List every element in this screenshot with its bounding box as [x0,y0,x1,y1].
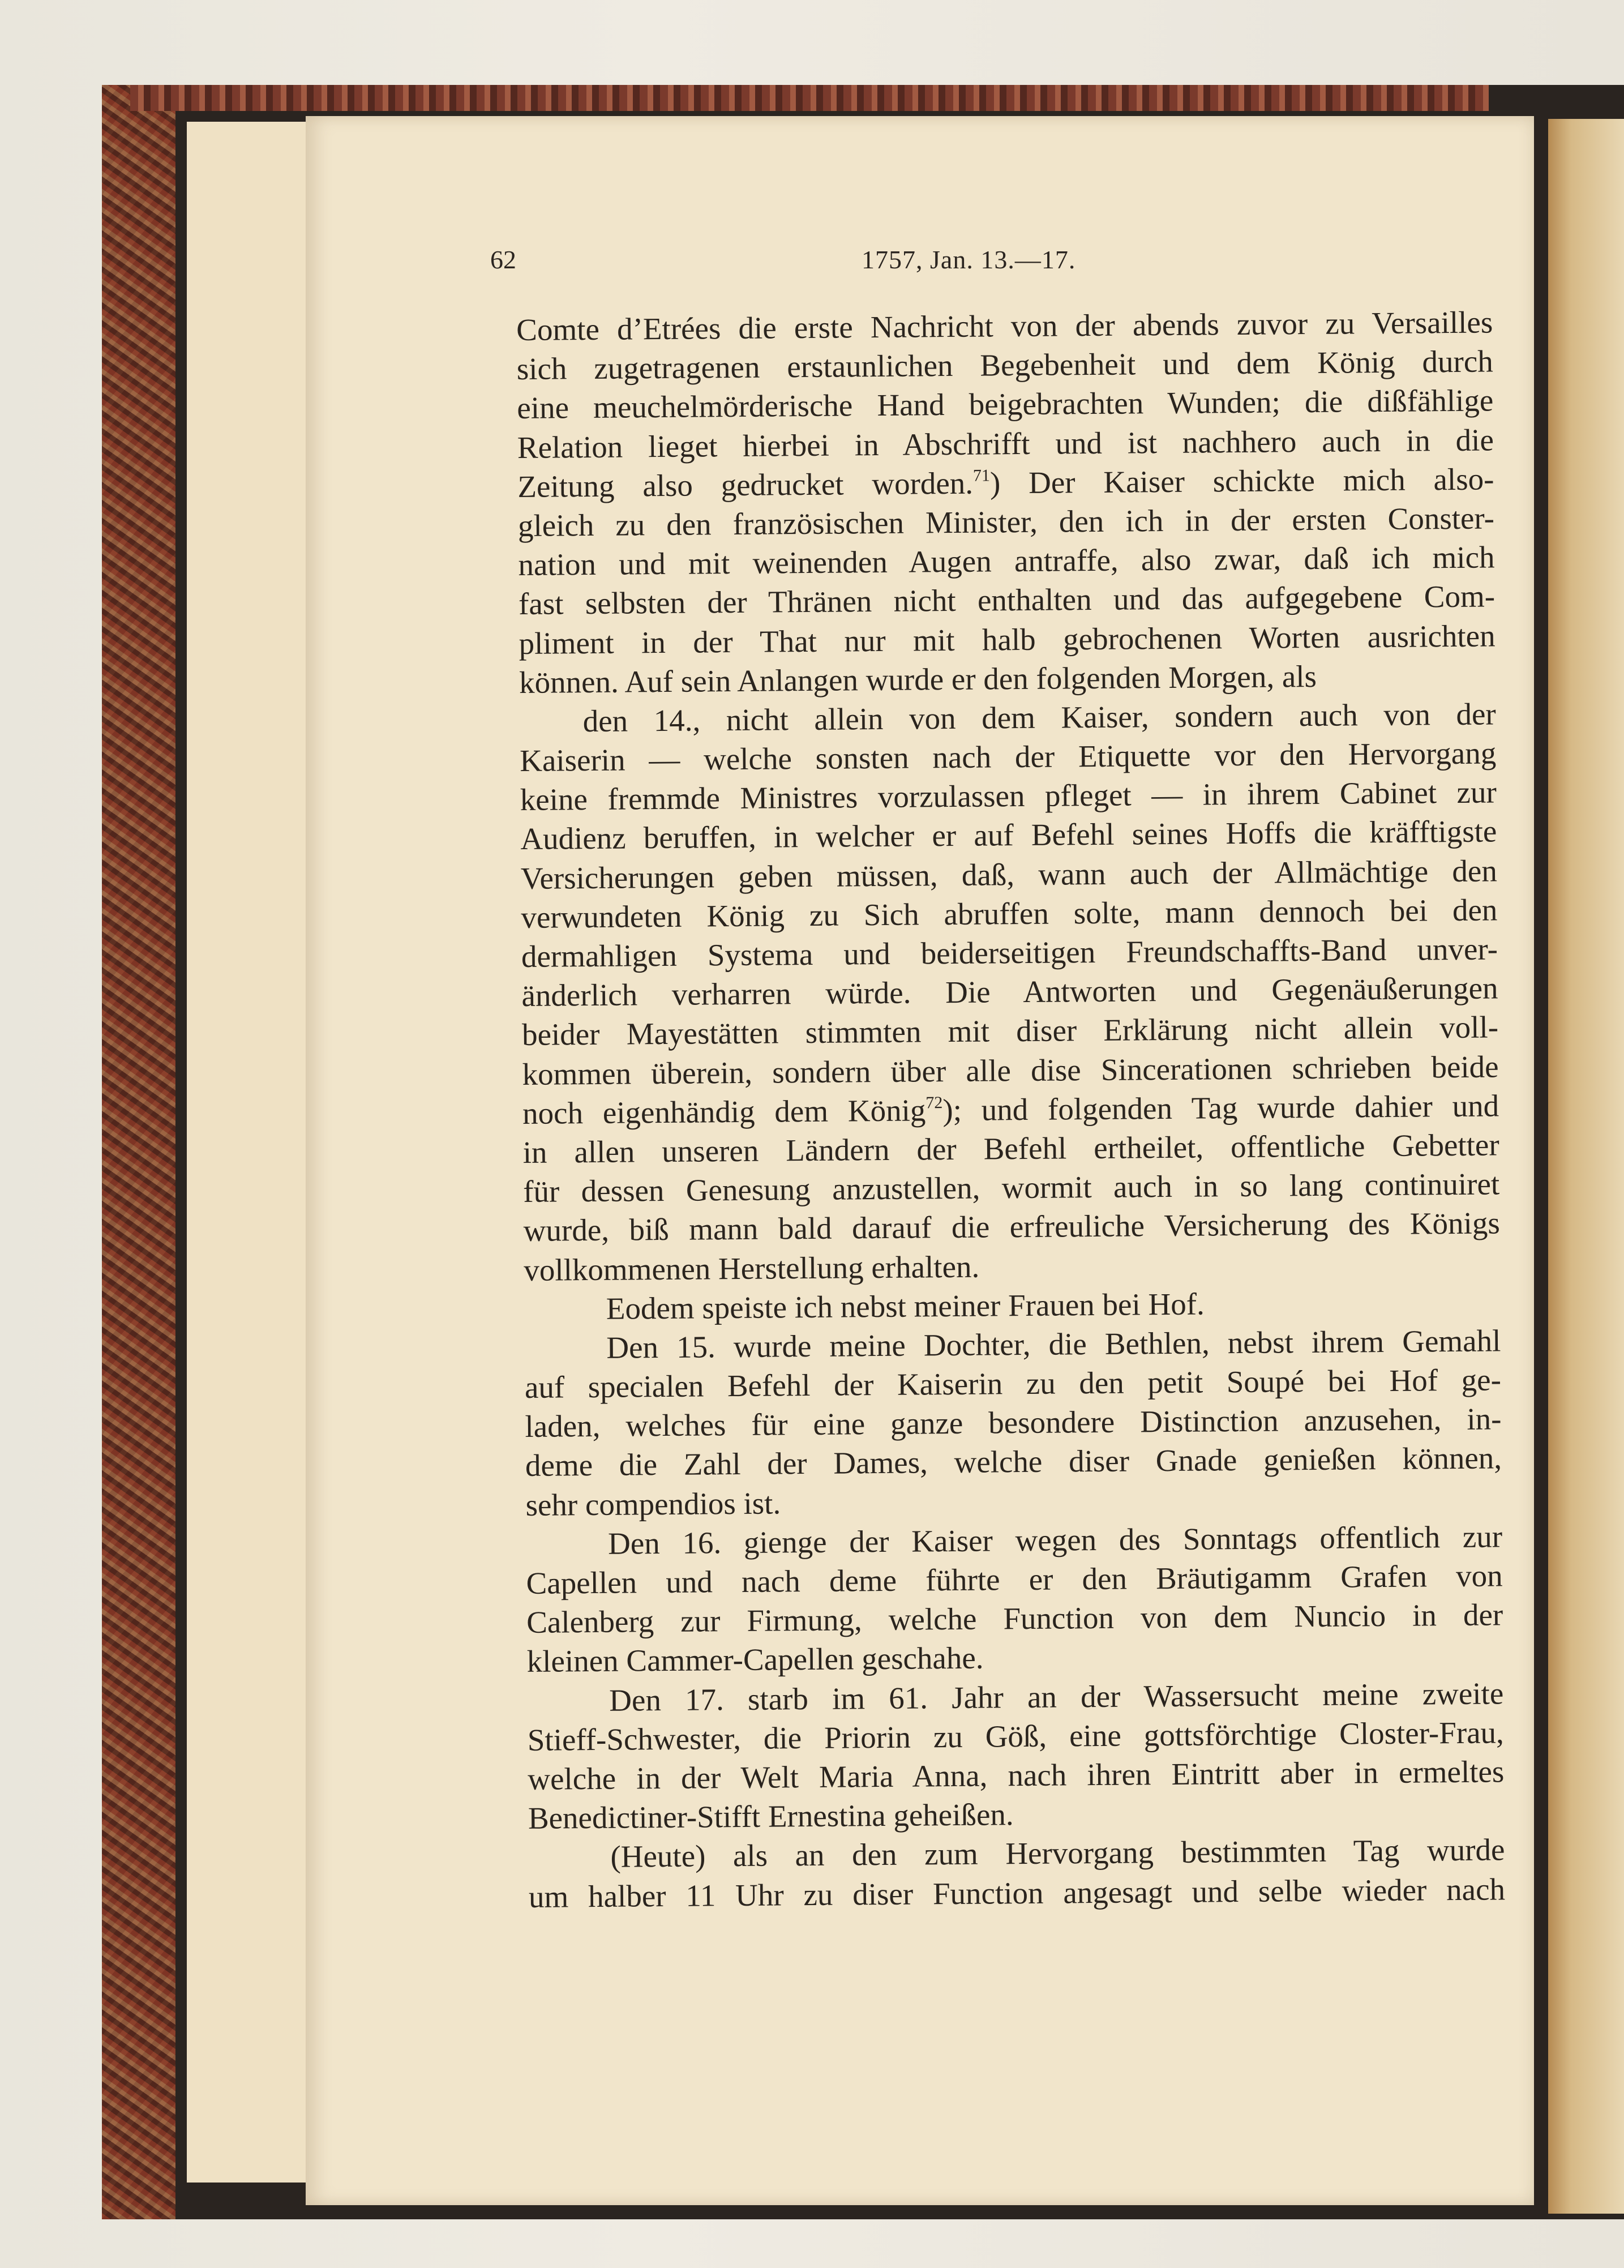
line-text: dermahligen Systema und beiderseitigen Freundschaffts-Band unver- [521,931,1498,974]
line-text: wurde, biß mann bald darauf die erfreuliche Versicherung des Königs [523,1205,1500,1248]
page-number: 62 [490,245,516,274]
line-text: Den 16. gienge der Kaiser wegen des Sonntags offentlich zur [607,1519,1503,1561]
marbled-top-edge [130,85,1489,111]
line-text: vollkommenen Herstellung erhalten. [524,1249,980,1287]
line-text: kleinen Cammer-Capellen geschahe. [526,1640,984,1679]
text-line [522,1008,1498,1055]
text-line [521,851,1497,898]
line-text: nation und mit weinenden Augen antraffe, also zwar, daß ich mich [518,540,1495,583]
text-line [517,381,1493,428]
page-header [490,245,1158,284]
facing-page-edge [1548,119,1624,2214]
marbled-book-edge [102,85,175,2219]
text-line [517,420,1494,467]
line-text: Stieff-Schwester, die Priorin zu Göß, eine gottsförchtige Closter-Frau, [527,1715,1505,1757]
line-text: Kaiserin — welche sonsten nach der Etiquette vor den Hervorgang [520,735,1497,778]
footnote-marker: 71 [972,466,991,485]
line-text: auf specialen Befehl der Kaiserin zu den petit Soupé bei Hof ge- [524,1362,1502,1405]
line-text: gleich zu den französischen Minister, den ich in der ersten Conster- [517,500,1495,543]
line-text: Eodem speiste ich nebst meiner Frauen bei Hof. [606,1286,1205,1326]
line-text: Relation lieget hierbei in Abschrifft und ist nachhero auch in die [517,422,1494,465]
line-text: kommen überein, sondern über alle dise Sincerationen schrieben beide [522,1049,1499,1092]
line-text: um halber 11 Uhr zu diser Function angesagt und selbe wieder nach [528,1871,1506,1914]
line-text: beider Mayestätten stimmten mit diser Erklärung nicht allein voll- [521,1009,1499,1052]
line-text: keine fremmde Ministres vorzulassen pfleget — in ihrem Cabinet zur [520,774,1497,818]
line-text: Audienz beruffen, in welcher er auf Befehl seines Hoffs die kräfftigste [520,814,1497,857]
text-line [522,1047,1498,1094]
line-text: Capellen und nach deme führte er den Bräutigamm Grafen von [526,1558,1503,1601]
line-text: für dessen Genesung anzustellen, wormit auch in so lang continuiret [522,1166,1500,1209]
line-text: sehr compendios ist. [525,1486,781,1522]
text-line [523,1204,1499,1251]
line-text: deme die Zahl der Dames, welche diser Gnade genießen können, [525,1440,1502,1483]
line-text: Zeitung also gedrucket worden. [517,465,974,504]
line-text: verwundeten König zu Sich abruffen solte, mann dennoch bei den [521,892,1498,935]
line-text: pliment in der That nur mit halb gebrochenen Worten ausrichten [519,618,1496,661]
line-text: fast selbsten der Thränen nicht enthalten und das aufgegebene Com- [518,579,1496,622]
line-text: Den 15. wurde meine Dochter, die Bethlen, nebst ihrem Gemahl [606,1323,1501,1365]
text-line [519,577,1495,624]
line-text: änderlich verharren würde. Die Antworten und Gegenäußerungen [521,970,1498,1013]
line-text: Den 17. starb im 61. Jahr an der Wassersucht meine zweite [609,1675,1504,1718]
line-text-continued: ) Der Kaiser schickte mich also- [989,461,1494,500]
line-text: welche in der Welt Maria Anna, nach ihren Eintritt aber in ermeltes [528,1754,1505,1796]
line-text: Calenberg zur Firmung, welche Function von dem Nuncio in der [526,1597,1503,1640]
line-text: können. Auf sein Anlangen wurde er den folgenden Morgen, als [519,658,1317,700]
body-text [516,302,1506,1952]
text-line [529,1869,1505,1916]
text-line [527,1674,1503,1721]
text-line [528,1752,1504,1799]
line-text: Versicherungen geben müssen, daß, wann auch der Allmächtige den [520,853,1498,896]
text-line [528,1830,1505,1877]
line-text: noch eigenhändig dem König [522,1093,926,1131]
line-text: eine meuchelmörderische Hand beigebrachten Wunden; die dißfählige [517,383,1494,426]
footnote-marker: 72 [925,1093,943,1112]
line-text: Benedictiner-Stifft Ernestina geheißen. [528,1797,1014,1836]
text-line [519,616,1495,663]
line-text: sich zugetragenen erstaunlichen Begebenheit und dem König durch [516,344,1494,387]
line-text: den 14., nicht allein von dem Kaiser, sondern auch von der [582,696,1496,738]
line-text-continued: ); und folgenden Tag wurde dahier und [942,1088,1499,1127]
text-line [520,812,1497,859]
line-text: laden, welches für eine ganze besondere Distinction anzusehen, in- [525,1401,1502,1444]
line-text: Comte d’Etrées die erste Nachricht von der abends zuvor zu Versailles [516,305,1493,347]
text-line [526,1595,1503,1642]
running-head: 1757, Jan. 13.—17. [862,245,1076,274]
line-text: in allen unseren Ländern der Befehl ertheilet, offentliche Gebetter [522,1127,1499,1170]
text-line [525,1439,1502,1486]
line-text: (Heute) als an den zum Hervorgang bestimmten Tag wurde [610,1832,1505,1875]
